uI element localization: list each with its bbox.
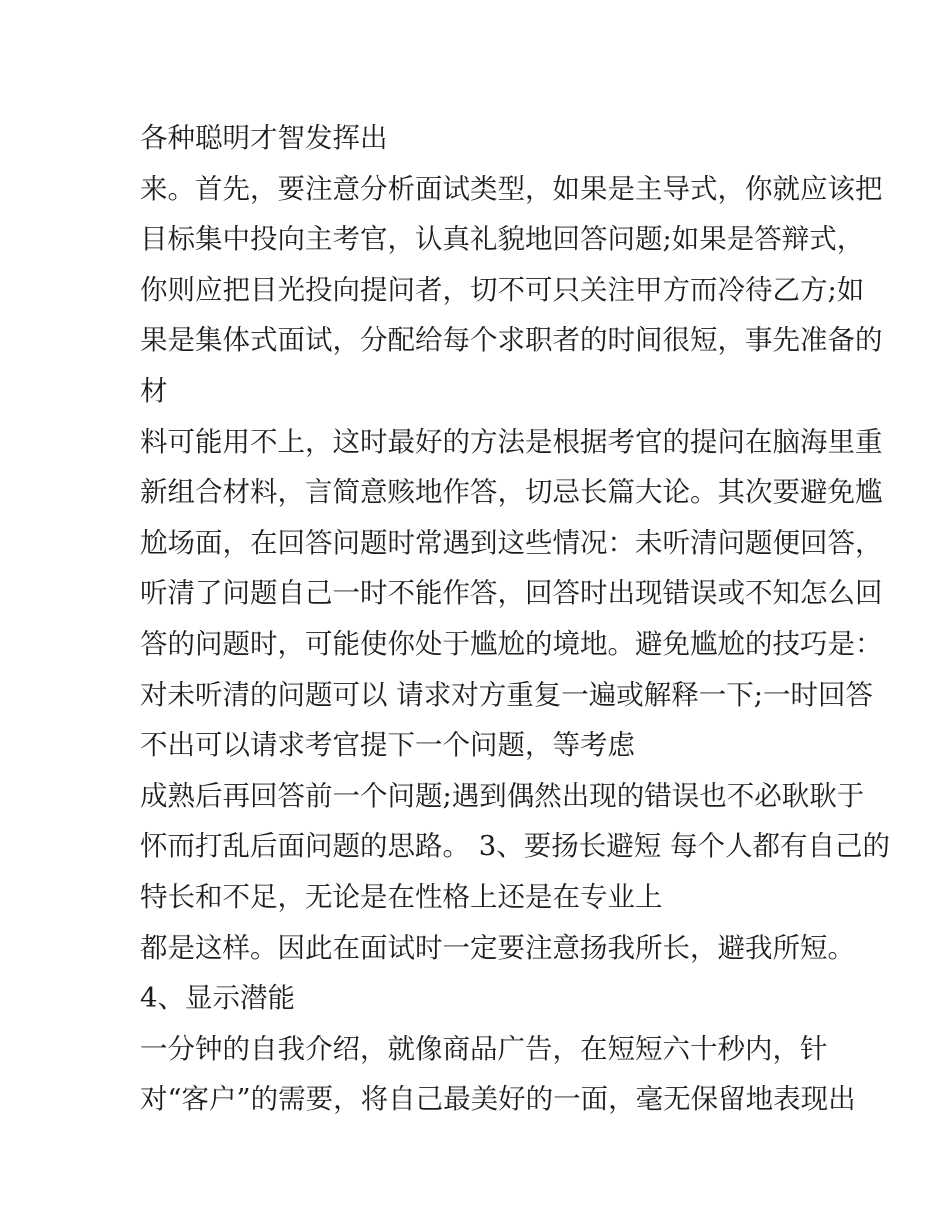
document-body [140, 113, 890, 1125]
text-line: 来。首先，要注意分析面试类型，如果是主导式，你就应该把 [140, 172, 883, 205]
text-line: 答的问题时，可能使你处于尴尬的境地。避免尴尬的技巧是： [140, 627, 883, 660]
text-line: 新组合材料，言简意赅地作答，切忌长篇大论。其次要避免尴 [140, 476, 883, 509]
text-line: 听清了问题自己一时不能作答，回答时出现错误或不知怎么回 [140, 577, 883, 610]
text-line: 成熟后再回答前一个问题;遇到偶然出现的错误也不必耿耿于 [140, 779, 865, 812]
text-line: 对未听清的问题可以 请求对方重复一遍或解释一下;一时回答 [140, 678, 874, 711]
text-line: 对“客户”的需要，将自己最美好的一面，毫无保留地表现出 [140, 1083, 856, 1116]
text-line: 材 [140, 374, 168, 407]
text-line: 料可能用不上，这时最好的方法是根据考官的提问在脑海里重 [140, 425, 883, 458]
text-line: 不出可以请求考官提下一个问题，等考虑 [140, 729, 635, 762]
text-line: 都是这样。因此在面试时一定要注意扬我所长，避我所短。 [140, 931, 855, 964]
text-line: 特长和不足，无论是在性格上还是在专业上 [140, 880, 663, 913]
text-line: 怀而打乱后面问题的思路。 3、要扬长避短 每个人都有自己的 [140, 830, 890, 863]
text-line: 各种聪明才智发挥出 [140, 122, 388, 154]
text-line: 4、显示潜能 [140, 982, 295, 1015]
text-line: 目标集中投向主考官，认真礼貌地回答问题;如果是答辩式， [140, 223, 865, 256]
text-line: 你则应把目光投向提问者，切不可只关注甲方而冷待乙方;如 [140, 273, 865, 306]
text-line: 尬场面，在回答问题时常遇到这些情况：未听清问题便回答， [140, 526, 883, 559]
text-line: 果是集体式面试，分配给每个求职者的时间很短，事先准备的 [140, 324, 883, 357]
text-line: 一分钟的自我介绍，就像商品广告，在短短六十秒内，针 [140, 1032, 828, 1065]
